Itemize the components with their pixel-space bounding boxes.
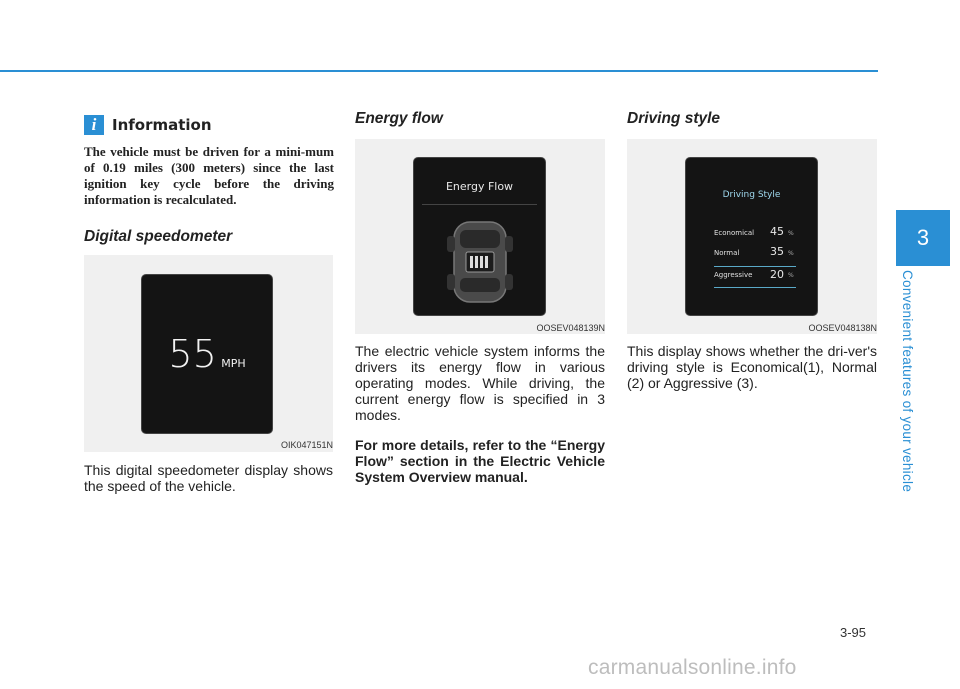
- driving-style-screen-title: Driving Style: [722, 190, 781, 200]
- speedometer-figure: [84, 255, 333, 452]
- style-row-economical: [714, 226, 796, 246]
- information-title: Information: [112, 116, 212, 134]
- energy-flow-figure: [355, 139, 605, 334]
- screen-divider: [422, 204, 537, 205]
- style-row-unit: %: [788, 272, 794, 279]
- chapter-label: [868, 270, 950, 500]
- digital-speedometer-title: Digital speedometer: [84, 228, 233, 245]
- driving-style-caption: OOSEV048138N: [808, 323, 877, 333]
- energy-flow-screen-title: Energy Flow: [445, 180, 514, 193]
- driving-style-title: Driving style: [627, 110, 721, 127]
- style-row-unit: %: [788, 250, 794, 257]
- top-rule: [0, 70, 878, 72]
- energy-flow-caption: OOSEV048139N: [536, 323, 605, 333]
- driving-style-figure: [627, 139, 877, 334]
- style-row-label: Aggressive: [714, 271, 753, 279]
- style-row-label: Normal: [714, 249, 740, 257]
- driving-style-screen: [686, 158, 817, 315]
- info-icon: i: [84, 115, 104, 135]
- car-top-view-icon: [444, 216, 516, 308]
- energy-flow-title: Energy flow: [355, 110, 443, 127]
- chapter-tab: 3: [896, 210, 950, 266]
- speed-readout: [142, 332, 272, 376]
- column-left: [84, 110, 334, 246]
- style-row-value: 35: [770, 245, 784, 258]
- chapter-label-text: Convenient features of your vehicle: [900, 270, 915, 493]
- style-row-value: 20: [770, 268, 784, 281]
- speedometer-screen: [142, 275, 272, 433]
- energy-flow-note: For more details, refer to the “Energy Flow” section in the Electric Vehicle System Overview manual.: [355, 437, 605, 485]
- speed-unit: MPH: [221, 357, 246, 370]
- energy-flow-screen: [414, 158, 545, 315]
- speed-value: 55: [168, 332, 217, 376]
- driving-style-rows: [714, 226, 796, 288]
- style-row-unit: %: [788, 230, 794, 237]
- driving-style-text: This display shows whether the dri-ver's driving style is Economical(1), Normal (2) or Aggressive (3).: [627, 343, 877, 391]
- information-text: The vehicle must be driven for a mini-mum of 0.19 miles (300 meters) since the last ignition key cycle before the driving information is recalculated.: [84, 144, 334, 207]
- page-number: 3-95: [840, 625, 867, 640]
- speedometer-text: This digital speedometer display shows the speed of the vehicle.: [84, 462, 333, 494]
- information-heading: [84, 110, 334, 140]
- energy-flow-text: The electric vehicle system informs the drivers its energy flow in various operating modes. While driving, the current energy flow is specified in 3 modes.: [355, 343, 605, 423]
- style-row-value: 45: [770, 225, 784, 238]
- style-row-label: Economical: [714, 229, 755, 237]
- style-row-normal: [714, 246, 796, 266]
- style-row-aggressive: [714, 266, 796, 288]
- watermark: carmanualsonline.info: [588, 656, 797, 679]
- speedometer-caption: OIK047151N: [280, 440, 333, 450]
